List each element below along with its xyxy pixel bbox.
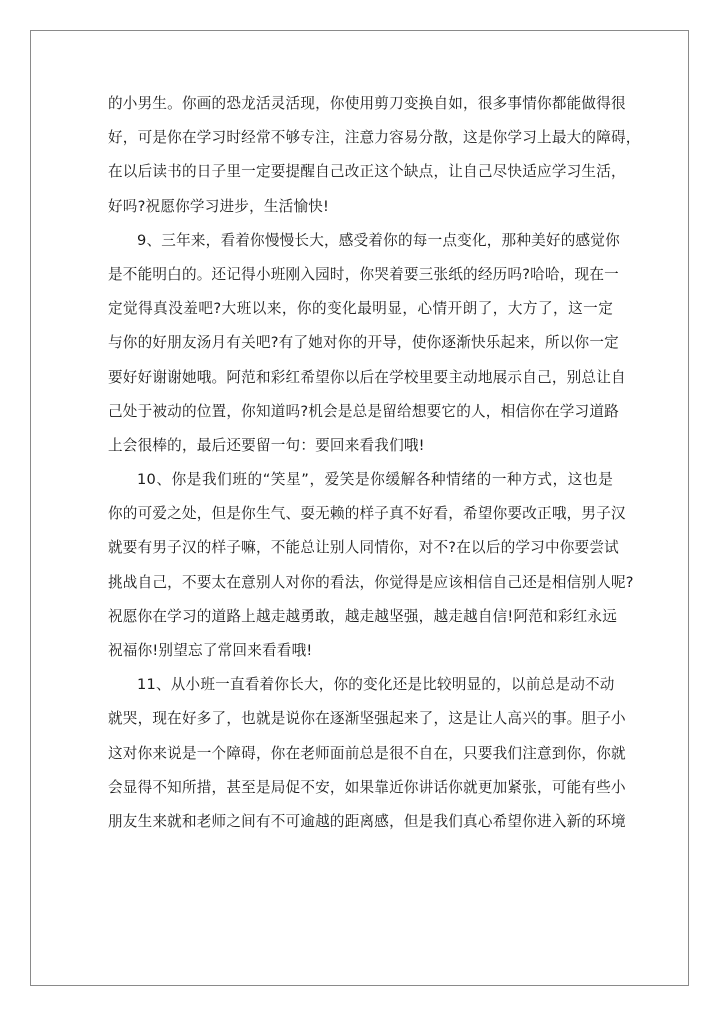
text-line: 定觉得真没羞吧?大班以来，你的变化最明显，心情开朗了，大方了，这一定 [108, 300, 613, 318]
text-line: 就哭，现在好多了，也就是说你在逐渐坚强起来了，这是让人高兴的事。胆子小 [108, 710, 626, 728]
paragraph-9-start: 9、三年来，看着你慢慢长大，感受着你的每一点变化，那种美好的感觉你 [137, 231, 620, 249]
text-line: 朋友生来就和老师之间有不可逾越的距离感，但是我们真心希望你进入新的环境 [108, 812, 626, 830]
document-body [108, 87, 641, 839]
text-line: 好，可是你在学习时经常不够专注，注意力容易分散，这是你学习上最大的障碍， [108, 129, 641, 147]
text-line: 是不能明白的。还记得小班刚入园时，你哭着要三张纸的经历吗?哈哈，现在一 [108, 265, 619, 283]
text-line: 你的可爱之处，但是你生气、耍无赖的样子真不好看，希望你要改正哦，男子汉 [108, 505, 626, 523]
text-line: 这对你来说是一个障碍，你在老师面前总是很不自在，只要我们注意到你，你就 [108, 744, 626, 762]
text-line: 与你的好朋友汤月有关吧?有了她对你的开导，使你逐渐快乐起来，所以你一定 [108, 334, 619, 352]
text-line: 要好好谢谢她哦。阿范和彩红希望你以后在学校里要主动地展示自己，别总让自 [108, 368, 626, 386]
text-line: 己处于被动的位置，你知道吗?机会是总是留给想要它的人，相信你在学习道路 [108, 402, 619, 420]
text-line: 祝福你!别望忘了常回来看看哦! [108, 642, 313, 659]
text-line: 在以后读书的日子里一定要提醒自己改正这个缺点，让自己尽快适应学习生活， [108, 163, 626, 181]
text-line: 会显得不知所措，甚至是局促不安，如果靠近你讲话你就更加紧张，可能有些小 [108, 778, 626, 796]
text-line: 好吗?祝愿你学习进步，生活愉快! [108, 197, 330, 215]
text-line: 的小男生。你画的恐龙活灵活现，你使用剪刀变换自如，很多事情你都能做得很 [108, 95, 626, 112]
paragraph-11-start: 11、从小班一直看着你长大，你的变化还是比较明显的，以前总是动不动 [137, 676, 615, 694]
text-line: 上会很棒的，最后还要留一句：要回来看我们哦! [108, 436, 425, 454]
paragraph-10-start: 10、你是我们班的“笑星”，爱笑是你缓解各种情绪的一种方式，这也是 [137, 471, 613, 489]
text-line: 挑战自己，不要太在意别人对你的看法，你觉得是应该相信自己还是相信别人呢? [108, 573, 634, 591]
text-line: 祝愿你在学习的道路上越走越勇敢，越走越坚强，越走越自信!阿范和彩红永远 [108, 607, 618, 625]
text-line: 就要有男子汉的样子嘛，不能总让别人同情你，对不?在以后的学习中你要尝试 [108, 539, 619, 557]
